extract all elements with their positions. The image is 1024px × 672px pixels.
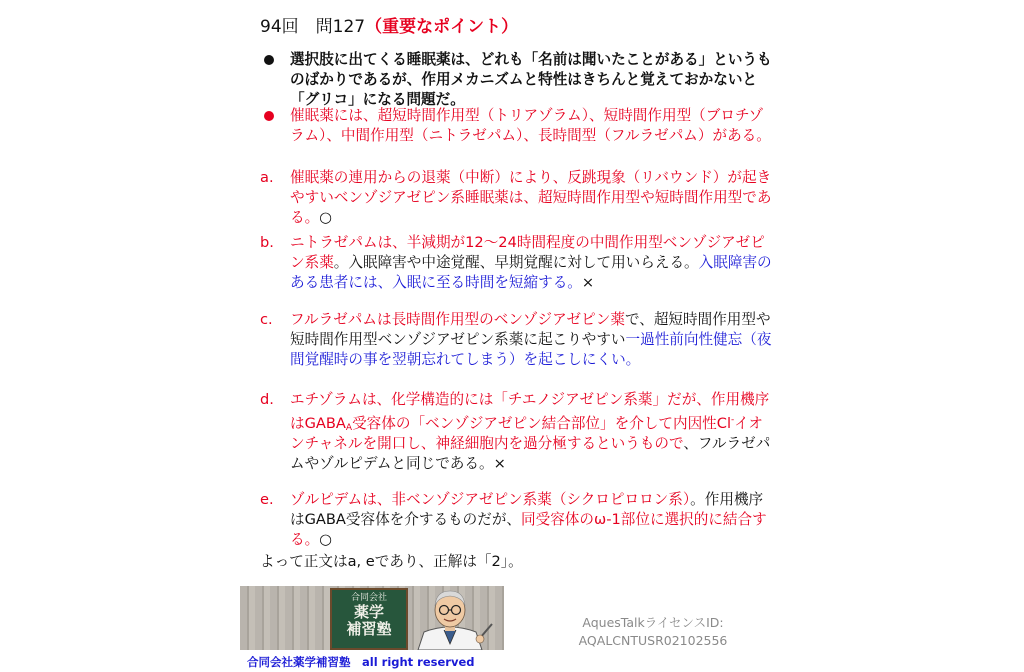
option-d-red-3: イオンチャネルを開口し、神経細胞内を過分極するというもので [290,414,764,452]
conclusion-text: よって正文はa, eであり、正解は「2」。 [260,553,523,570]
title-prefix: 94回 問127 [260,17,366,37]
option-a [260,168,772,228]
slide [250,0,780,672]
option-e [260,490,772,550]
option-c-red: フルラゼパムは長時間作用型のベンゾジアゼピン薬 [290,311,625,328]
logo-line-2: 薬学 [353,603,384,621]
teacher-illustration-icon [400,586,500,650]
copyright-text: 合同会社薬学補習塾 all right reserved [247,655,475,669]
option-b-red: ニトラゼパムは、半減期が12～24時間程度の中間作用型ベンゾジアゼピン系薬 [290,234,765,271]
option-b-black: 。入眠障害や中途覚醒、早期覚醒に対して用いらえる。 [333,254,699,271]
option-d-red-2: 受容体の「ベンゾジアゼピン結合部位」を介して内因性Cl [352,414,732,432]
option-letter-d: d. [260,391,274,408]
option-letter-b: b. [260,234,274,251]
title-accent: （重要なポイント） [365,17,519,37]
option-b-blue: 入眠障害のある患者には、入眠に至る時間を短縮する。 [290,254,772,291]
option-e-mark: ○ [319,531,332,548]
option-letter-a: a. [260,169,274,186]
license-info [548,614,758,650]
bullet-item-2 [260,106,772,146]
option-d-black: 、フルラゼパムやゾルピデムと同じである。 [290,434,771,472]
option-a-mark: ○ [319,209,332,226]
option-c-black: で、超短時間作用型や短時間作用型ベンゾジアゼピン系薬に起こりやすい [290,311,771,348]
option-c [260,310,772,370]
logo-line-1: 合同会社 [350,593,387,603]
bullet-text-1: 選択肢に出てくる睡眠薬は、どれも「名前は聞いたことがある」というものばかりであるが、作用メカニズムと特性はきちんと覚えておかないと「グリコ」になる問題だ。 [290,51,772,108]
license-line-2: AQALCNTUSR02102556 [578,633,728,648]
option-d-superscript: - [731,415,735,425]
option-b-mark: × [581,274,595,291]
option-letter-e: e. [260,491,274,508]
option-e-red-2: 同受容体のω-1部位に選択的に結合する。 [290,511,767,548]
chalkboard-logo [330,588,408,650]
logo-line-3: 補習塾 [346,620,392,638]
company-logo-banner [240,586,504,650]
bullet-text-2: 催眠薬には、超短時間作用型（トリアゾラム）、短時間作用型（ブロチゾラム）、中間作用型（ニトラゼパム）、長時間型（フルラゼパム）がある。 [290,107,771,144]
bullet-item-1 [260,50,772,110]
option-b [260,233,772,293]
option-d [260,390,772,474]
option-a-text: 催眠薬の連用からの退薬（中断）により、反跳現象（リバウンド）が起きやすいベンゾジアゼピン系睡眠薬は、超短時間作用型や短時間作用型である。 [290,169,772,226]
option-c-blue: 一過性前向性健忘（夜間覚醒時の事を翌朝忘れてしまう）を起こしにくい。 [290,331,772,368]
page-title [260,12,518,37]
option-d-red-1: エチゾラムは、化学構造的には「チエノジアゼピン系薬」だが、作用機序はGABA [290,391,770,432]
option-d-mark: × [493,454,506,472]
option-e-red: ゾルピデムは、非ベンゾジアゼピン系薬（シクロピロロン系） [290,491,691,508]
option-d-subscript: A [345,422,353,433]
option-letter-c: c. [260,311,273,328]
license-line-1: AquesTalkライセンスID: [582,615,724,630]
option-e-black: 。作用機序はGABA受容体を介するものだが、 [290,491,764,528]
